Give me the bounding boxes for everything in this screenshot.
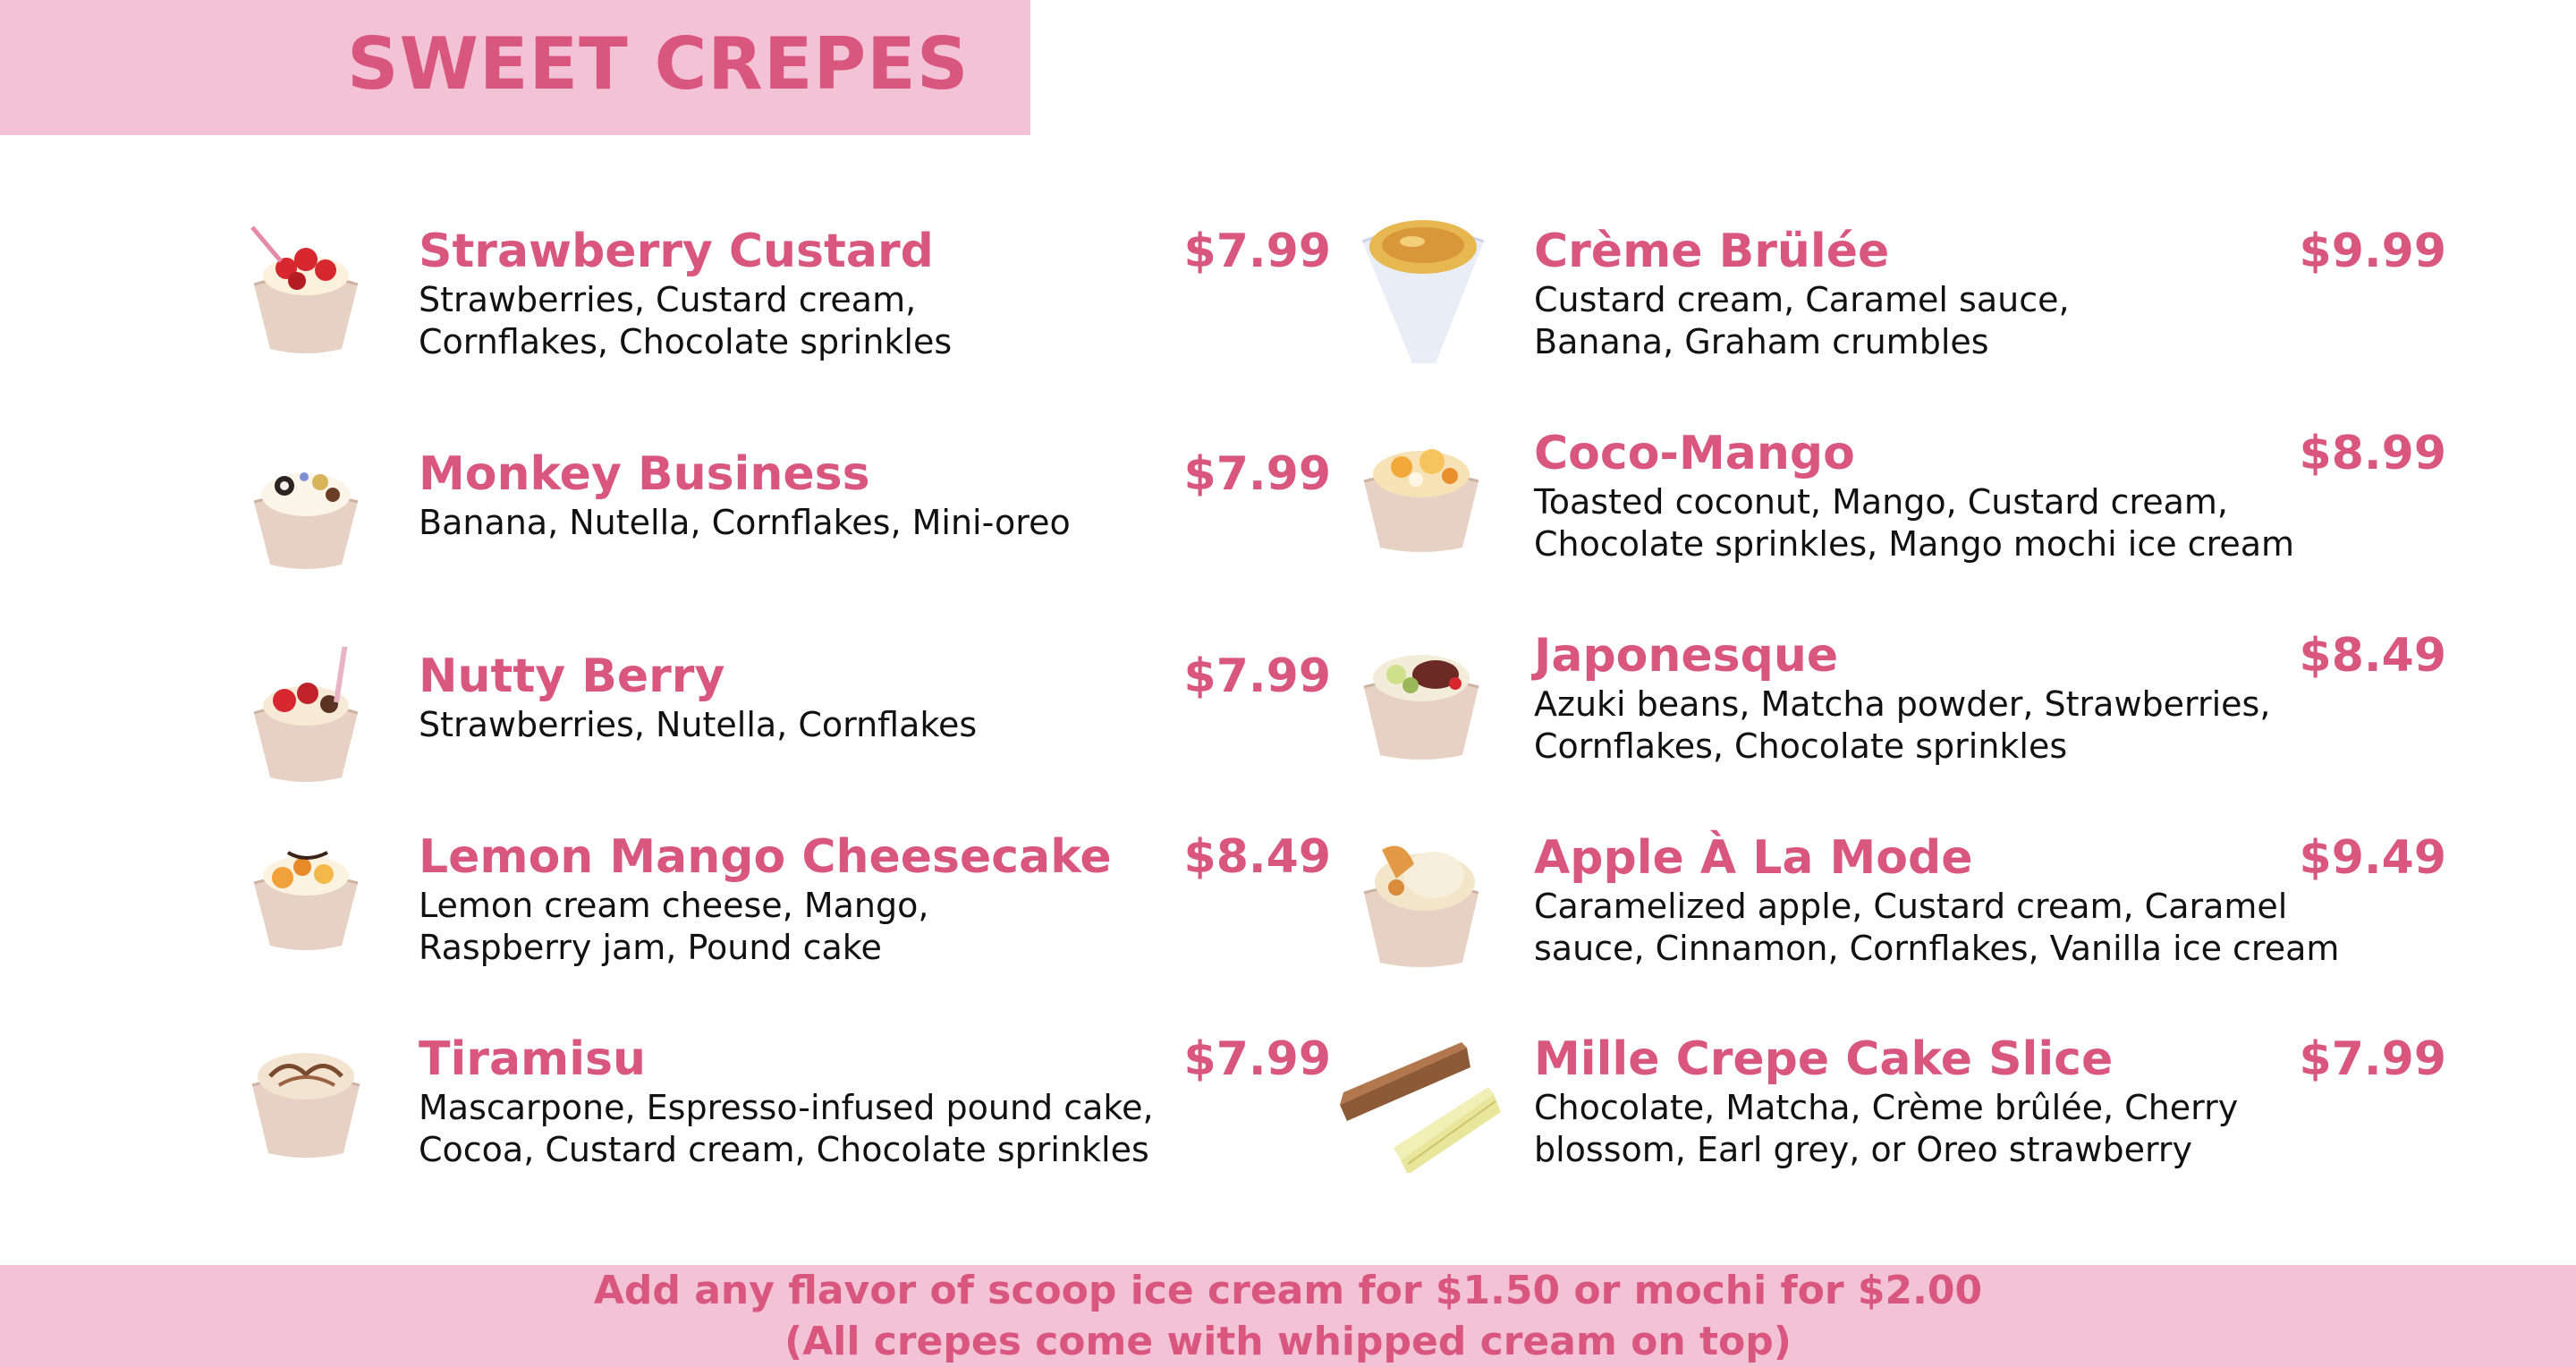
item-price: $7.99 (1183, 650, 1331, 703)
page-title: SWEET CREPES (347, 22, 970, 106)
item-name: Monkey Business (419, 447, 870, 501)
item-name: Crème Brülée (1534, 225, 1890, 278)
add-on-note: Add any flavor of scoop ice cream for $1.50 or mochi for $2.00 (593, 1268, 1983, 1313)
item-description: Custard cream, Caramel sauce, Banana, Graham crumbles (1534, 280, 2070, 361)
item-name: Lemon Mango Cheesecake (419, 830, 1112, 884)
item-price: $9.49 (2299, 831, 2446, 885)
menu-item-mille-crepe-cake-slice (1336, 1030, 2446, 1191)
menu-item-monkey-business (234, 445, 1331, 606)
item-name: Mille Crepe Cake Slice (1534, 1032, 2114, 1086)
creme-brulee-crepe-photo (1350, 206, 1493, 367)
item-description: Chocolate, Matcha, Crème brûlée, Cherry blossom, Earl grey, or Oreo strawberry (1534, 1088, 2239, 1169)
menu-item-lemon-mango-cheesecake (234, 828, 1331, 989)
item-description: Azuki beans, Matcha powder, Strawberries, Cornflakes, Chocolate sprinkles (1534, 684, 2271, 766)
item-name: Apple À La Mode (1534, 831, 1973, 885)
item-price: $7.99 (1183, 447, 1331, 501)
menu-item-nutty-berry (234, 647, 1331, 808)
item-price: $8.49 (2299, 629, 2446, 683)
item-name: Japonesque (1534, 629, 1839, 683)
item-price: $7.99 (1183, 1032, 1331, 1086)
item-description: Strawberries, Custard cream, Cornflakes, Chocolate sprinkles (419, 280, 953, 361)
item-price: $9.99 (2299, 225, 2446, 278)
strawberry-custard-crepe-photo (234, 222, 377, 365)
menu-item-strawberry-custard (234, 222, 1331, 383)
item-price: $7.99 (1183, 225, 1331, 278)
japonesque-crepe-photo (1350, 626, 1493, 769)
item-name: Tiramisu (419, 1032, 647, 1086)
item-price: $7.99 (2299, 1032, 2446, 1086)
item-name: Strawberry Custard (419, 225, 934, 278)
item-price: $8.99 (2299, 427, 2446, 480)
menu-item-tiramisu (234, 1030, 1331, 1191)
item-description: Banana, Nutella, Cornflakes, Mini-oreo (419, 503, 1071, 542)
item-description: Toasted coconut, Mango, Custard cream, Chocolate sprinkles, Mango mochi ice cream (1534, 482, 2295, 564)
menu-item-creme-brulee (1350, 222, 2446, 383)
title-banner (0, 0, 1030, 135)
tiramisu-crepe-photo (234, 1030, 377, 1173)
lemon-mango-cheesecake-crepe-photo (234, 828, 377, 971)
coco-mango-crepe-photo (1350, 424, 1493, 567)
item-name: Coco-Mango (1534, 427, 1855, 480)
monkey-business-crepe-photo (234, 445, 377, 588)
item-description: Lemon cream cheese, Mango, Raspberry jam, Pound cake (419, 886, 929, 967)
menu-item-apple-a-la-mode (1350, 828, 2446, 989)
nutty-berry-crepe-photo (234, 647, 377, 790)
item-name: Nutty Berry (419, 650, 725, 703)
item-description: Caramelized apple, Custard cream, Caramel sauce, Cinnamon, Cornflakes, Vanilla ice cream (1534, 887, 2340, 968)
item-price: $8.49 (1183, 830, 1331, 884)
menu-item-japonesque (1350, 626, 2446, 787)
whipped-cream-note: (All crepes come with whipped cream on top) (784, 1319, 1792, 1364)
menu-item-coco-mango (1350, 424, 2446, 585)
mille-crepe-cake-slice-photo (1336, 1030, 1506, 1173)
item-description: Strawberries, Nutella, Cornflakes (419, 705, 978, 744)
footer-banner (0, 1265, 2576, 1367)
item-description: Mascarpone, Espresso-infused pound cake, Cocoa, Custard cream, Chocolate sprinkles (419, 1088, 1154, 1169)
apple-a-la-mode-crepe-photo (1350, 828, 1493, 972)
